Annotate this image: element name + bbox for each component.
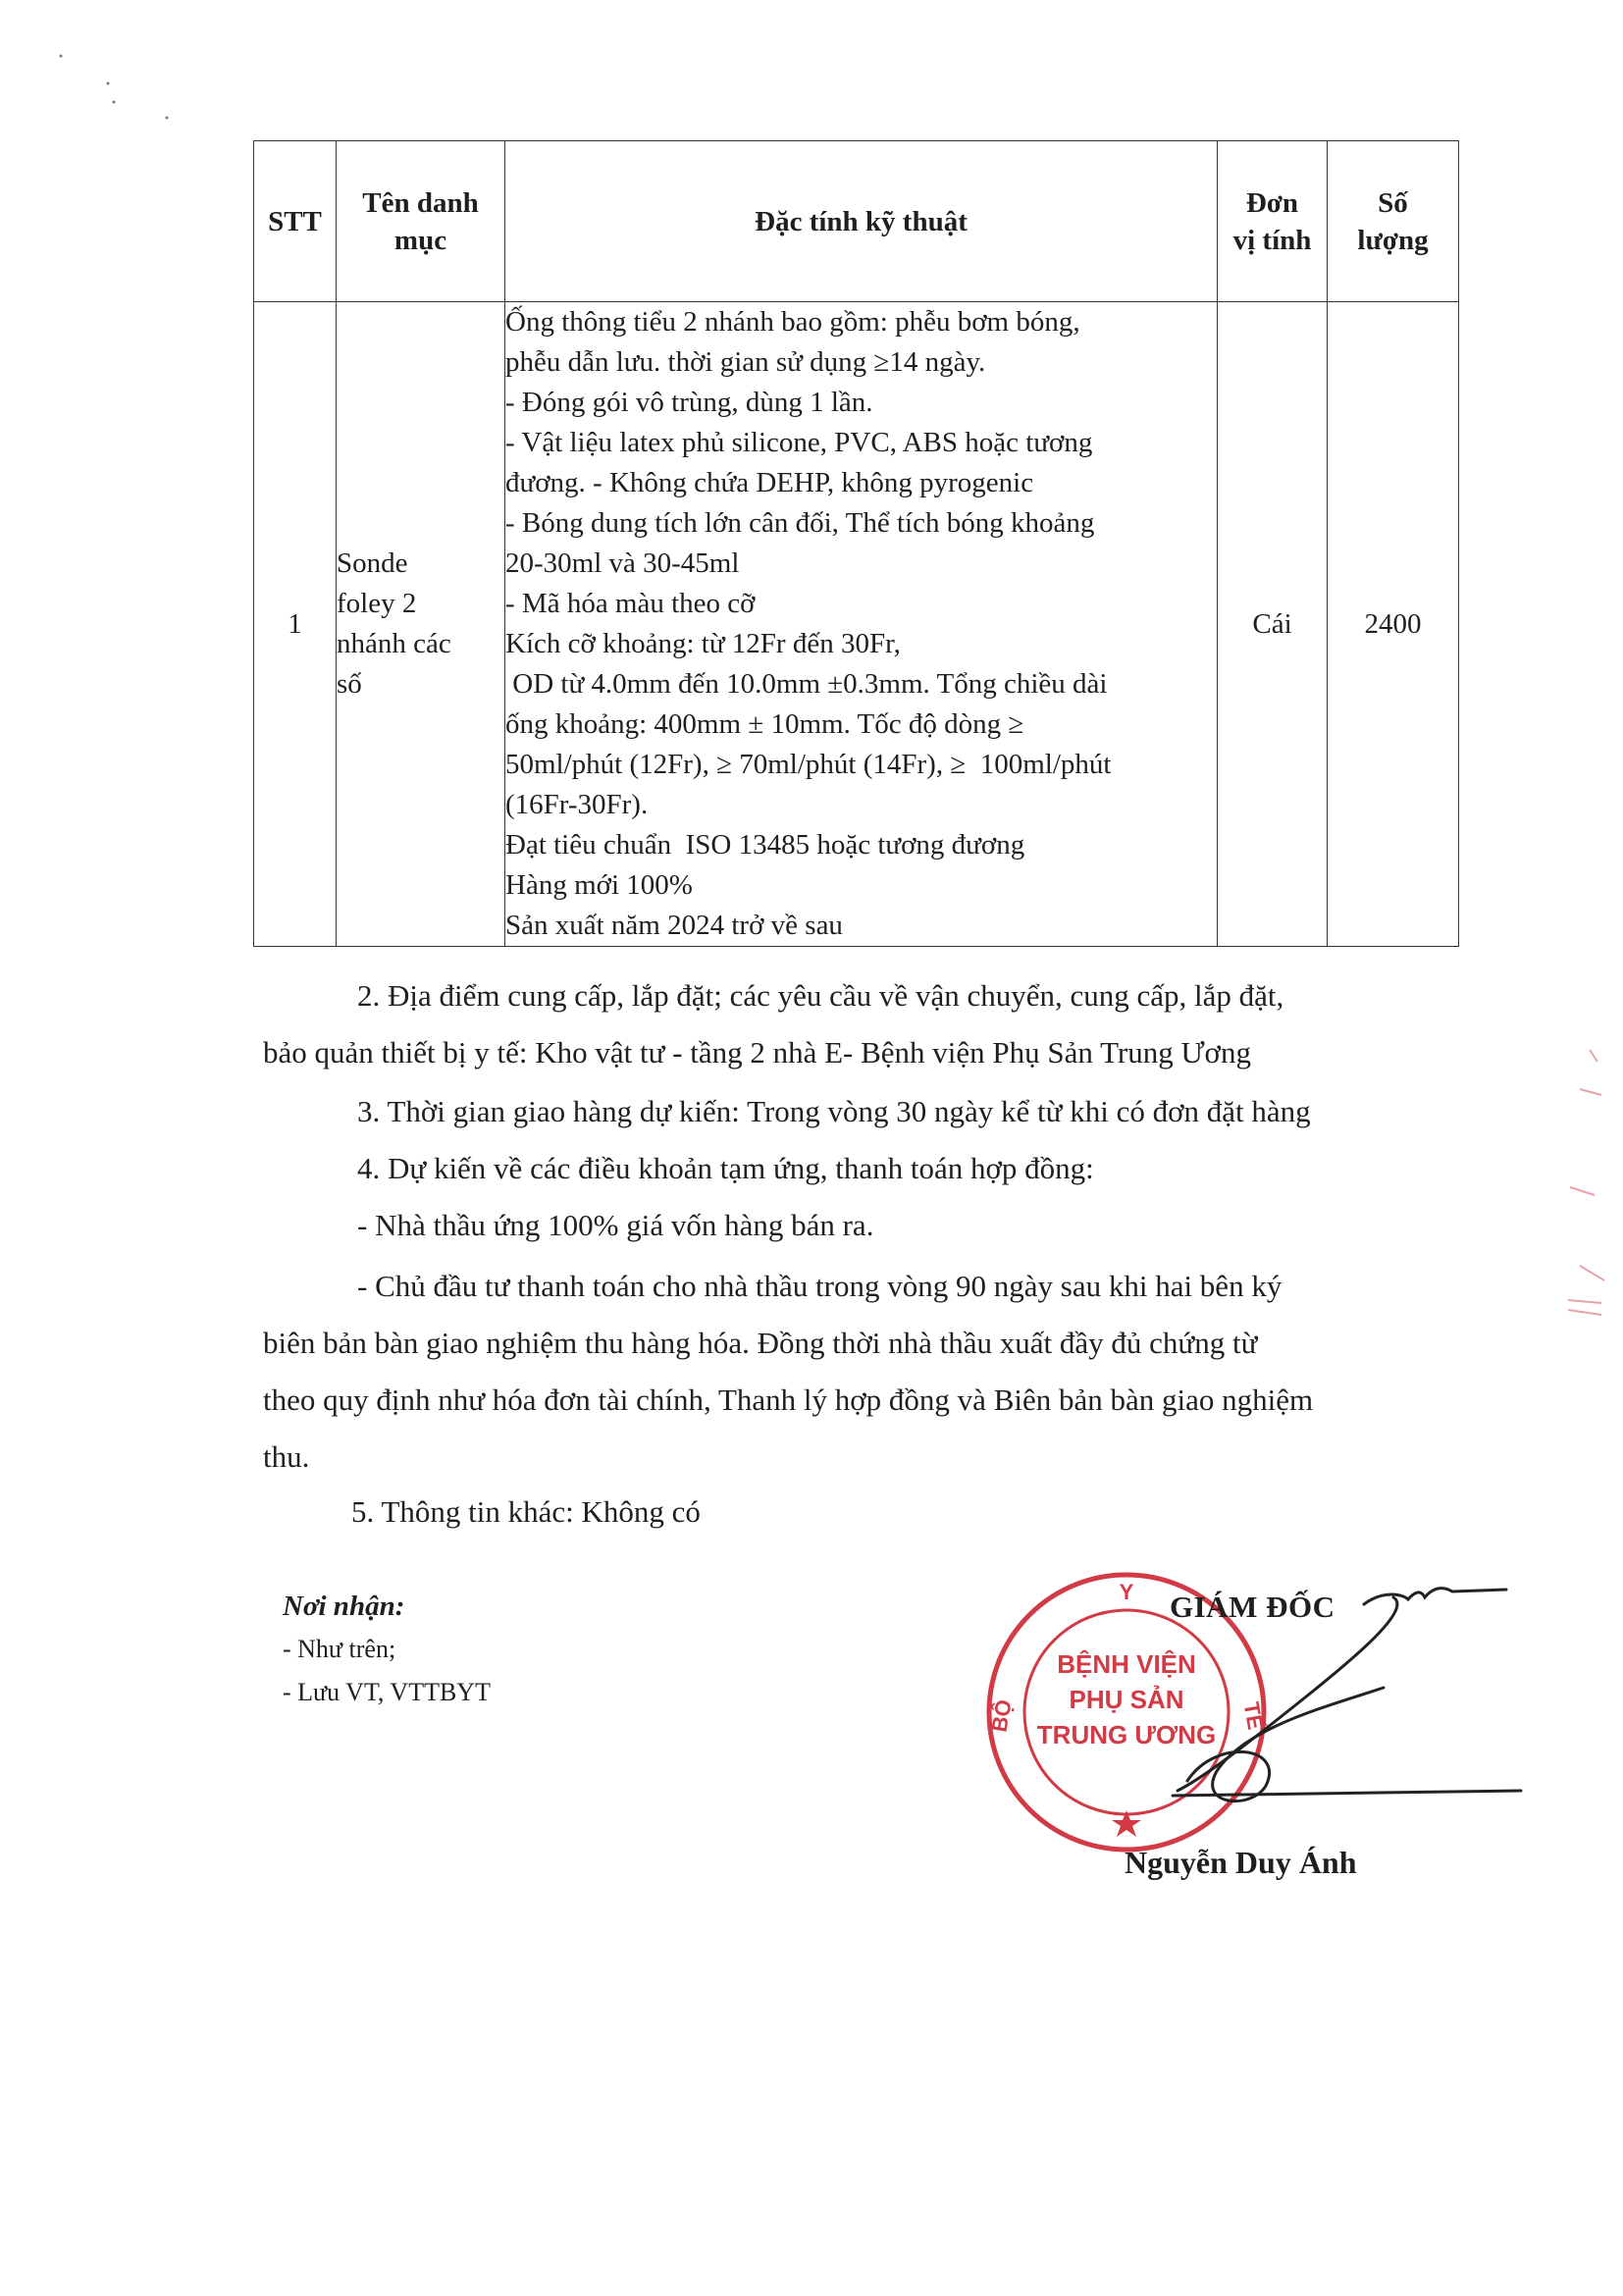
payment-line-1: - Chủ đầu tư thanh toán cho nhà thầu trong vòng 90 ngày sau khi hai bên ký: [357, 1269, 1283, 1303]
recipients-block: [283, 1585, 491, 1714]
cell-stt: 1: [254, 302, 337, 947]
stamp-line-1: BỆNH VIỆN: [1057, 1649, 1196, 1679]
scan-artifact-dots: [0, 0, 196, 137]
header-item-name: Tên danh mục: [337, 141, 505, 302]
recipient-item: - Như trên;: [283, 1635, 396, 1663]
section-3-delivery-time: 3. Thời gian giao hàng dự kiến: Trong vòng 30 ngày kể từ khi có đơn đặt hàng: [357, 1094, 1311, 1128]
specification-table: [253, 140, 1459, 947]
section-2-line-2: bảo quản thiết bị y tế: Kho vật tư - tầng 2 nhà E- Bệnh viện Phụ Sản Trung Ương: [263, 1035, 1251, 1070]
header-quantity: Số lượng: [1328, 141, 1459, 302]
table-header-row: [254, 141, 1459, 302]
cell-unit: Cái: [1218, 302, 1328, 947]
cell-quantity: 2400: [1328, 302, 1459, 947]
recipient-item: - Lưu VT, VTTBYT: [283, 1678, 491, 1706]
director-title: GIÁM ĐỐC: [1170, 1590, 1335, 1624]
cell-item-name: Sonde foley 2 nhánh các số: [337, 302, 505, 947]
cell-technical-spec: Ống thông tiểu 2 nhánh bao gồm: phễu bơm bóng, phễu dẫn lưu. thời gian sử dụng ≥14 ngày. - Đóng gói vô trùng, dùng 1 lần. - Vật liệu latex phủ silicone, PVC, ABS hoặc tương đương. - Không chứa DEHP, không pyrogenic - Bóng dung tích lớn cân đối, Thể tích bóng khoảng 20-30ml và 30-45ml - Mã hóa màu theo cỡ Kích cỡ khoảng: từ 12Fr đến 30Fr, OD từ 4.0mm đến 10.0mm ±0.3mm. Tổng chiều dài ống khoảng: 400mm ± 10mm. Tốc độ dòng ≥ 50ml/phút (12Fr), ≥ 70ml/phút (14Fr), ≥ 100ml/phút (16Fr-30Fr). Đạt tiêu chuẩn ISO 13485 hoặc tương đương Hàng mới 100% Sản xuất năm 2024 trở về sau: [505, 302, 1218, 947]
section-4-payment-terms: 4. Dự kiến về các điều khoản tạm ứng, thanh toán hợp đồng:: [357, 1151, 1094, 1185]
signer-name: Nguyễn Duy Ánh: [1125, 1845, 1357, 1880]
section-5-other-info: 5. Thông tin khác: Không có: [351, 1494, 701, 1529]
margin-stamp-bleed: [1550, 1040, 1609, 1334]
section-4-payment-details: [263, 1258, 1431, 1486]
handwritten-signature: [1158, 1570, 1531, 1825]
section-2-delivery-location: [263, 967, 1431, 1081]
header-technical-spec: Đặc tính kỹ thuật: [505, 141, 1218, 302]
section-2-line-1: 2. Địa điểm cung cấp, lắp đặt; các yêu cầu về vận chuyển, cung cấp, lắp đặt,: [357, 978, 1284, 1013]
header-unit: Đơn vị tính: [1218, 141, 1328, 302]
stamp-text-right: TẾ: [1238, 1699, 1269, 1732]
table-row: [254, 302, 1459, 947]
payment-line-4: thu.: [263, 1439, 310, 1474]
stamp-text-top: Y: [1119, 1580, 1134, 1604]
stamp-text-left: BỘ: [986, 1697, 1017, 1735]
recipients-title: Nơi nhận:: [283, 1591, 405, 1622]
payment-line-3: theo quy định như hóa đơn tài chính, Thanh lý hợp đồng và Biên bản bàn giao nghiệm: [263, 1383, 1314, 1417]
stamp-line-2: PHỤ SẢN: [1069, 1685, 1184, 1714]
stamp-line-3: TRUNG ƯƠNG: [1036, 1720, 1217, 1749]
header-stt: STT: [254, 141, 337, 302]
payment-line-2: biên bản bàn giao nghiệm thu hàng hóa. Đồng thời nhà thầu xuất đầy đủ chứng từ: [263, 1326, 1258, 1360]
section-4-advance: - Nhà thầu ứng 100% giá vốn hàng bán ra.: [357, 1208, 874, 1242]
